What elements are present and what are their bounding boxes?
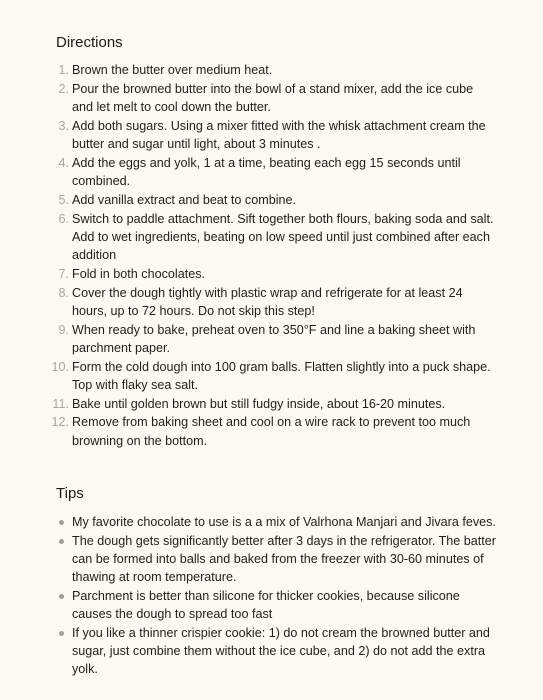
directions-heading: Directions bbox=[56, 34, 123, 51]
tip-item bbox=[56, 532, 496, 587]
step-number: 12. bbox=[51, 415, 69, 430]
direction-step bbox=[56, 284, 496, 320]
bullet-dot-icon bbox=[59, 594, 64, 599]
step-number: 8. bbox=[58, 285, 69, 300]
tip-item bbox=[56, 587, 496, 623]
step-number: 2. bbox=[58, 81, 69, 96]
step-number: 11. bbox=[52, 396, 69, 411]
direction-step bbox=[56, 265, 496, 283]
tips-heading: Tips bbox=[56, 485, 84, 502]
step-number: 7. bbox=[58, 266, 69, 281]
direction-step bbox=[56, 321, 496, 357]
direction-step bbox=[51, 413, 496, 449]
step-text: Add vanilla extract and beat to combine. bbox=[72, 192, 297, 207]
tip-text: Parchment is better than silicone for thicker cookies, because silicone causes the dough to spread too fast bbox=[72, 589, 460, 622]
direction-step bbox=[56, 210, 496, 265]
step-text: Remove from baking sheet and cool on a wire rack to prevent too much browning on the bottom. bbox=[72, 415, 471, 448]
step-number: 10. bbox=[51, 359, 69, 374]
step-text: Pour the browned butter into the bowl of a stand mixer, add the ice cube and let melt to cool down the butter. bbox=[72, 81, 474, 114]
direction-step bbox=[51, 358, 496, 394]
bullet-dot-icon bbox=[59, 539, 64, 544]
directions-list bbox=[51, 61, 496, 450]
tips-list bbox=[56, 513, 496, 679]
direction-step bbox=[56, 117, 496, 153]
tip-item bbox=[56, 624, 496, 679]
bullet-dot-icon bbox=[59, 631, 64, 636]
bullet-dot-icon bbox=[59, 520, 64, 525]
step-text: When ready to bake, preheat oven to 350°F and line a baking sheet with parchment paper. bbox=[72, 322, 476, 355]
step-number: 1. bbox=[58, 63, 69, 77]
direction-step bbox=[52, 395, 496, 413]
step-text: Form the cold dough into 100 gram balls. Flatten slightly into a puck shape. Top with flaky sea salt. bbox=[72, 359, 491, 392]
tip-item bbox=[56, 513, 496, 531]
direction-step bbox=[56, 154, 496, 190]
step-text: Add the eggs and yolk, 1 at a time, beating each egg 15 seconds until combined. bbox=[72, 155, 461, 188]
direction-step bbox=[56, 61, 496, 79]
step-number: 3. bbox=[58, 118, 69, 133]
tip-text: My favorite chocolate to use is a a mix of Valrhona Manjari and Jivara feves. bbox=[72, 515, 496, 529]
step-text: Brown the butter over medium heat. bbox=[72, 63, 273, 77]
tip-text: The dough gets significantly better after 3 days in the refrigerator. The batter can be formed into balls and baked from the freezer with 30-60 minutes of thawing at room temperature. bbox=[72, 533, 496, 585]
step-number: 9. bbox=[58, 322, 69, 337]
step-number: 6. bbox=[58, 211, 69, 226]
step-text: Switch to paddle attachment. Sift together both flours, baking soda and salt. Add to wet ingredients, beating on low speed until just combined after each addition bbox=[72, 211, 494, 262]
step-text: Add both sugars. Using a mixer fitted with the whisk attachment cream the butter and sugar until light, about 3 minutes . bbox=[72, 118, 486, 151]
step-text: Bake until golden brown but still fudgy inside, about 16-20 minutes. bbox=[72, 396, 446, 411]
step-text: Cover the dough tightly with plastic wrap and refrigerate for at least 24 hours, up to 72 hours. Do not skip this step! bbox=[72, 285, 463, 318]
step-number: 4. bbox=[58, 155, 69, 170]
direction-step bbox=[56, 191, 496, 209]
step-number: 5. bbox=[58, 192, 69, 207]
tip-text: If you like a thinner crispier cookie: 1) do not cream the browned butter and sugar, just combine them without the ice cube, and 2) do not add the extra yolk. bbox=[72, 626, 490, 677]
step-text: Fold in both chocolates. bbox=[72, 266, 206, 281]
direction-step bbox=[56, 80, 496, 116]
